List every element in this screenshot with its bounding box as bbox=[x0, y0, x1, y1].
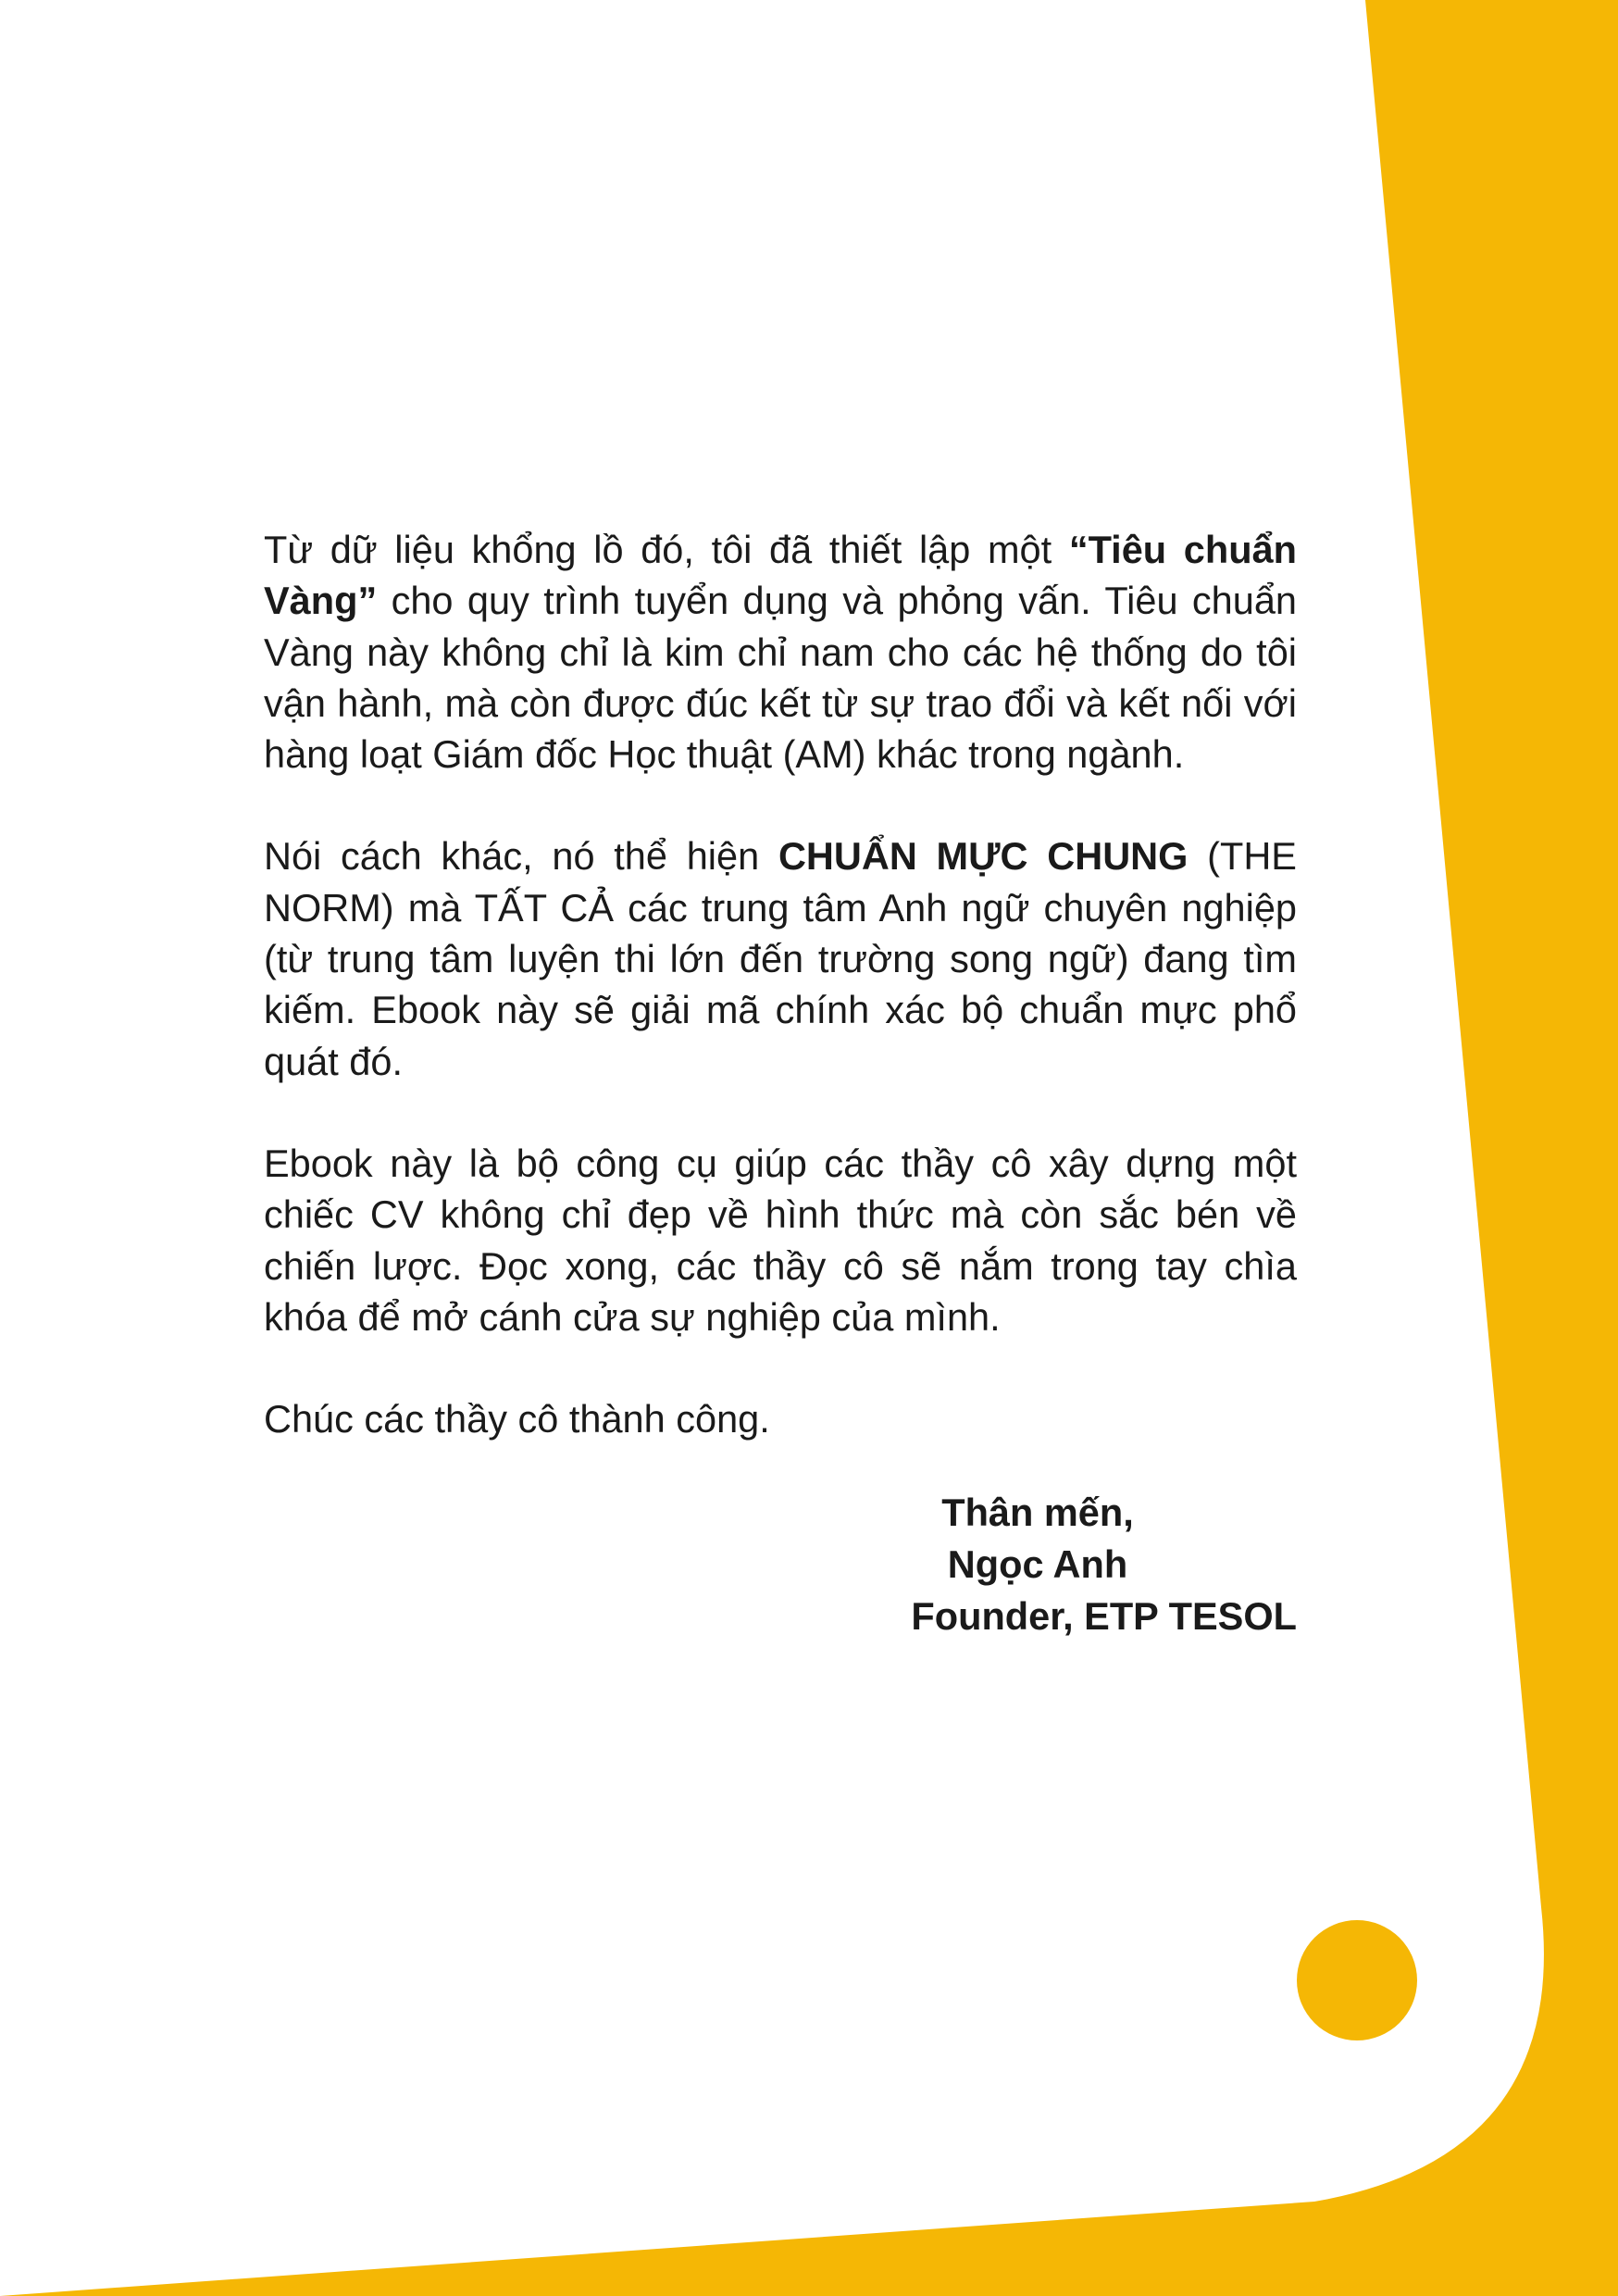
paragraph-text: (THE NORM) mà TẤT CẢ các trung tâm Anh ngữ chuyên nghiệp (từ trung tâm luyện thi lớn đến trường song ngữ) đang tìm kiếm. Ebook này sẽ giải mã chính xác bộ chuẩn mực phổ quát đó. bbox=[264, 834, 1297, 1083]
decorative-circle bbox=[1297, 1920, 1417, 2040]
paragraph-text: Từ dữ liệu khổng lồ đó, tôi đã thiết lập một bbox=[264, 528, 1069, 571]
paragraph-text: Nói cách khác, nó thể hiện bbox=[264, 834, 778, 879]
the-norm-emphasis: CHUẨN MỰC CHUNG bbox=[778, 834, 1189, 879]
paragraph-the-norm bbox=[264, 830, 1297, 1086]
signature-title: Founder, ETP TESOL bbox=[911, 1594, 1297, 1638]
paragraph-gold-standard bbox=[264, 524, 1297, 780]
gold-standard-emphasis: “Tiêu chuẩn Vàng” bbox=[264, 528, 1297, 623]
signature-block bbox=[778, 1487, 1297, 1642]
letter-body bbox=[264, 524, 1297, 1495]
signature-name: Ngọc Anh bbox=[947, 1542, 1128, 1586]
paragraph-ebook-toolkit: Ebook này là bộ công cụ giúp các thầy cô xây dựng một chiếc CV không chỉ đẹp về hình thức mà còn sắc bén về chiến lược. Đọc xong, các thầy cô sẽ nắm trong tay chìa khóa để mở cánh cửa sự nghiệp của mình. bbox=[264, 1141, 1297, 1339]
signature-closing: Thân mến, bbox=[941, 1491, 1134, 1534]
paragraph-wishes: Chúc các thầy cô thành công. bbox=[264, 1397, 770, 1441]
paragraph-text: cho quy trình tuyển dụng và phỏng vấn. Tiêu chuẩn Vàng này không chỉ là kim chỉ nam cho các hệ thống do tôi vận hành, mà còn được đúc kết từ sự trao đổi và kết nối với hàng loạt Giám đốc Học thuật (AM) khác trong ngành. bbox=[264, 579, 1297, 777]
